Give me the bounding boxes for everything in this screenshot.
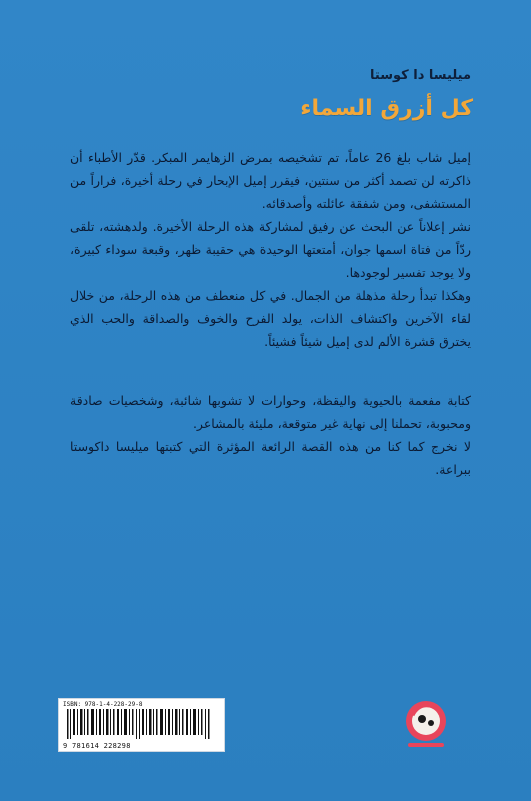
author-name: ميليسا دا كوستا: [370, 68, 471, 83]
isbn-number: 9 781614 228298: [63, 742, 131, 750]
blurb-paragraph: كتابة مفعمة بالحيوية واليقظة، وحوارات لا تشوبها شائبة، وشخصيات صادقة ومحبوبة، تحملنا إلى نهاية غير متوقعة، مليئة بالمشاعر.: [70, 393, 471, 431]
blurb-paragraph: وهكذا تبدأ رحلة مذهلة من الجمال. في كل منعطف من هذه الرحلة، من خلال لقاء الآخرين واكتشاف الذات، يولد الفرح والخوف والصداقة والحب الذي يخترق قشرة الألم لدى إميل شيئاً فشيئاً.: [70, 288, 471, 349]
isbn-label: ISBN: 978-1-4-228-29-8: [63, 701, 143, 708]
barcode-bars-icon: [65, 709, 215, 739]
barcode: [58, 698, 225, 752]
publisher-logo-icon: [398, 695, 454, 751]
book-title: كل أزرق السماء: [300, 96, 473, 121]
paragraph-gap: [70, 353, 471, 389]
blurb-paragraph: إميل شاب بلغ 26 عاماً، تم تشخيصه بمرض الزهايمر المبكر. قدّر الأطباء أن ذاكرته لن تصمد أكثر من سنتين، فيقرر إميل الإبحار في رحلة أخيرة، فراراً من المستشفى، ومن شفقة عائلته وأصدقائه.: [70, 150, 471, 211]
blurb-paragraph: نشر إعلاناً عن البحث عن رفيق لمشاركة هذه الرحلة الأخيرة. ولدهشته، تلقى ردّاً من فتاة اسمها جوان، أمتعتها الوحيدة هي حقيبة ظهر، وقبعة سوداء كبيرة، ولا يوجد تفسير لوجودها.: [70, 219, 471, 280]
blurb: [70, 146, 471, 481]
blurb-paragraph: لا نخرج كما كنا من هذه القصة الرائعة المؤثرة التي كتبتها ميليسا داكوستا ببراعة.: [70, 439, 471, 477]
